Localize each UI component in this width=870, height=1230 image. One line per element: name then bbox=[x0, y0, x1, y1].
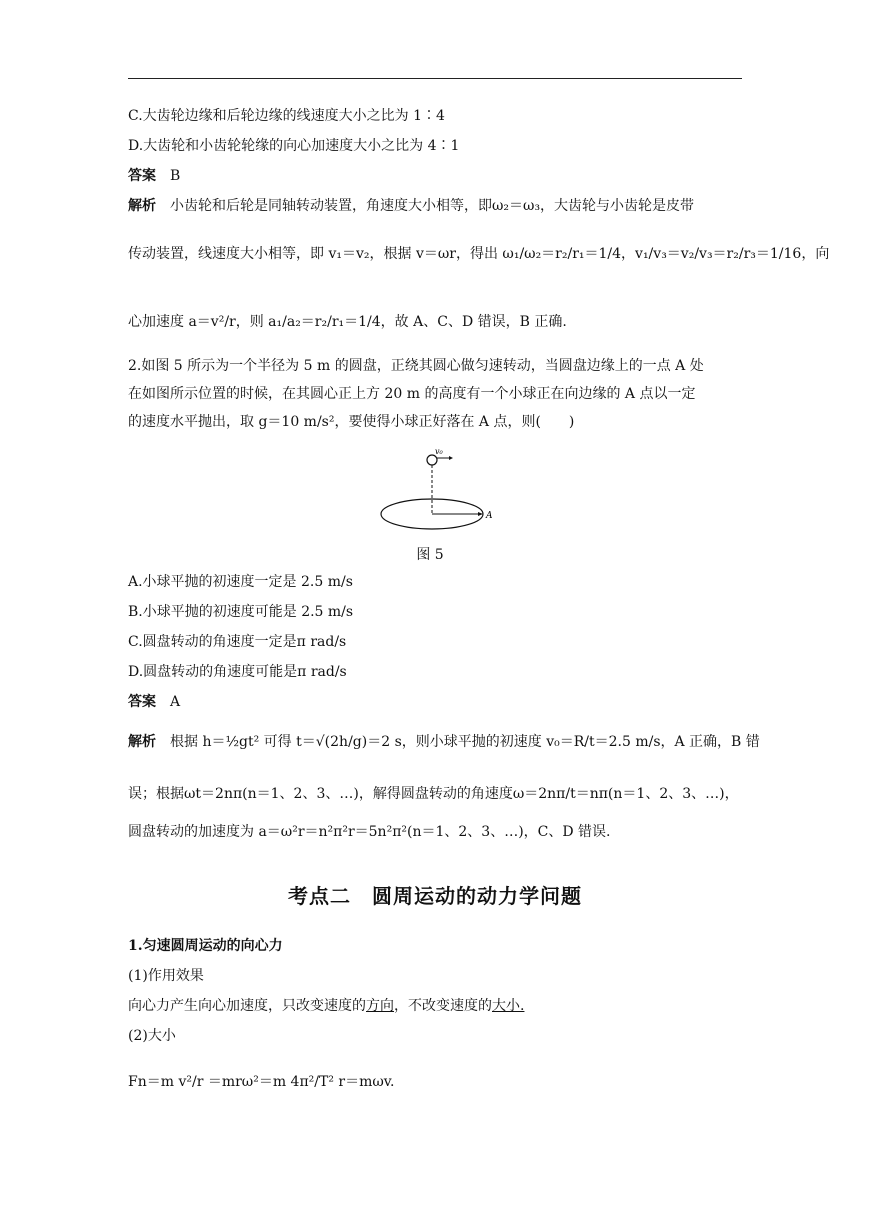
subsection-title: 1.匀速圆周运动的向心力 bbox=[128, 938, 283, 954]
answer-value: B bbox=[170, 168, 181, 184]
force-formula: Fn＝m v²/r ＝mrω²＝m 4π²/T² r＝mωv. bbox=[128, 1074, 395, 1090]
velocity-arrowhead bbox=[449, 456, 453, 460]
analysis-label: 解析 bbox=[128, 734, 156, 750]
effect-text-b: ，不改变速度的 bbox=[394, 998, 492, 1014]
effect-text-a: 向心力产生向心加速度，只改变速度的 bbox=[128, 998, 366, 1014]
velocity-label: v₀ bbox=[435, 448, 443, 456]
figure-caption: 图 5 bbox=[416, 547, 444, 563]
point-a-label: A bbox=[486, 511, 493, 521]
option-c: C.圆盘转动的角速度一定是π rad/s bbox=[128, 634, 347, 650]
question-2-line-1: 2.如图 5 所示为一个半径为 5 m 的圆盘，正绕其圆心做匀速转动，当圆盘边缘上的一点 A 处 bbox=[128, 358, 704, 374]
analysis-1-line-3: 心加速度 a＝v²/r，则 a₁/a₂＝r₂/r₁＝1/4，故 A、C、D 错误，B 正确. bbox=[128, 314, 567, 330]
analysis-2-line-2: 误；根据ωt＝2nπ(n＝1、2、3、…)，解得圆盘转动的角速度ω＝2nπ/t＝nπ(n＝1、2、3、…)， bbox=[128, 786, 739, 802]
item-1-title: (1)作用效果 bbox=[128, 968, 204, 984]
answer-1 bbox=[128, 166, 180, 186]
analysis-text: 小齿轮和后轮是同轴转动装置，角速度大小相等，即ω₂＝ω₃，大齿轮与小齿轮是皮带 bbox=[170, 198, 695, 214]
header-rule bbox=[128, 78, 742, 79]
question-2-line-3: 的速度水平抛出，取 g＝10 m/s²，要使得小球正好落在 A 点，则( ) bbox=[128, 414, 575, 430]
option-b: B.小球平抛的初速度可能是 2.5 m/s bbox=[128, 604, 354, 620]
option-d: D.圆盘转动的角速度可能是π rad/s bbox=[128, 664, 347, 680]
analysis-text: 根据 h＝½gt² 可得 t＝√(2h/g)＝2 s，则小球平抛的初速度 v₀＝R/t＝2.5 m/s，A 正确，B 错 bbox=[170, 734, 760, 750]
blank-magnitude: 大小. bbox=[492, 998, 525, 1014]
analysis-1-line-1 bbox=[128, 196, 694, 216]
ball-shape bbox=[427, 455, 437, 465]
section-heading: 考点二 圆周运动的动力学问题 bbox=[288, 884, 582, 908]
answer-label: 答案 bbox=[128, 694, 156, 710]
item-1-text bbox=[128, 996, 524, 1016]
option-c-prev: C.大齿轮边缘和后轮边缘的线速度大小之比为 1∶4 bbox=[128, 108, 445, 124]
analysis-2-line-1 bbox=[128, 732, 760, 752]
option-d-prev: D.大齿轮和小齿轮轮缘的向心加速度大小之比为 4∶1 bbox=[128, 138, 460, 154]
blank-direction: 方向 bbox=[366, 998, 394, 1014]
analysis-1-line-2: 传动装置，线速度大小相等，即 v₁＝v₂，根据 v＝ωr，得出 ω₁/ω₂＝r₂/r₁＝1/4，v₁/v₃＝v₂/v₃＝r₂/r₃＝1/16，向 bbox=[128, 246, 830, 262]
answer-2 bbox=[128, 692, 180, 712]
analysis-2-line-3: 圆盘转动的加速度为 a＝ω²r＝n²π²r＝5n²π²(n＝1、2、3、…)，C、D 错误. bbox=[128, 824, 611, 840]
answer-value: A bbox=[170, 694, 181, 710]
analysis-label: 解析 bbox=[128, 198, 156, 214]
item-2-title: (2)大小 bbox=[128, 1028, 176, 1044]
answer-label: 答案 bbox=[128, 168, 156, 184]
option-a: A.小球平抛的初速度一定是 2.5 m/s bbox=[128, 574, 353, 590]
figure-5-diagram bbox=[376, 448, 506, 538]
question-2-line-2: 在如图所示位置的时候，在其圆心正上方 20 m 的高度有一个小球正在向边缘的 A 点以一定 bbox=[128, 386, 696, 402]
